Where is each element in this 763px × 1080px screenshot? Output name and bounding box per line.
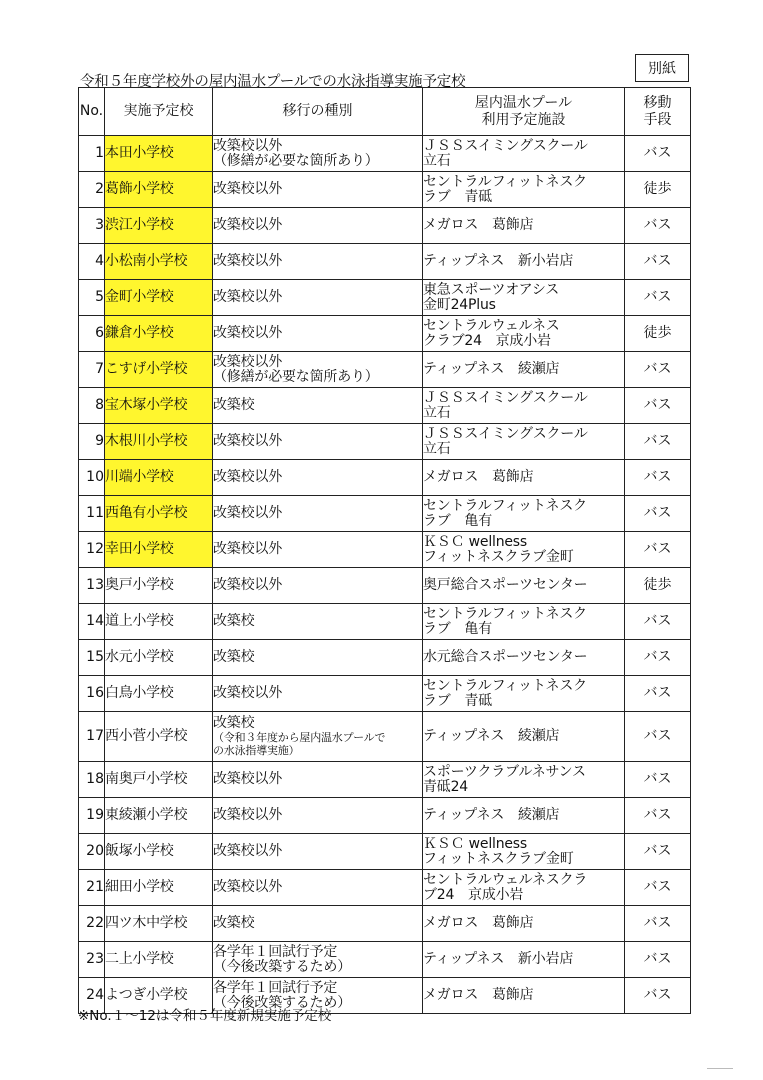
- header-facility: [423, 88, 625, 136]
- pool-facility: [423, 870, 625, 906]
- transport-method: バス: [625, 676, 691, 712]
- transition-type-main: 改築校以外: [213, 843, 282, 859]
- transition-type-main: 改築校以外: [213, 353, 282, 370]
- pool-facility-line1: ＫＳＣ wellness: [423, 533, 527, 550]
- transition-type-main: 改築校以外: [213, 137, 282, 154]
- transition-type: [213, 280, 423, 316]
- transition-type-main: 改築校: [213, 397, 255, 413]
- header-move-line1: 移動: [643, 94, 672, 111]
- school-name: 木根川小学校: [105, 424, 213, 460]
- pool-facility: [423, 244, 625, 280]
- transition-type: [213, 208, 423, 244]
- table-row: [79, 280, 691, 316]
- school-name: 葛飾小学校: [105, 172, 213, 208]
- table-row: [79, 208, 691, 244]
- pool-facility: [423, 388, 625, 424]
- row-number: 8: [79, 388, 105, 424]
- pool-facility: [423, 208, 625, 244]
- transition-type: [213, 906, 423, 942]
- transition-type: [213, 568, 423, 604]
- transport-method: 徒歩: [625, 316, 691, 352]
- pool-facility-line1: メガロス 葛飾店: [423, 987, 534, 1003]
- transport-method: 徒歩: [625, 568, 691, 604]
- header-facility-line2: 利用予定施設: [481, 111, 566, 128]
- table-row: [79, 460, 691, 496]
- transport-method: バス: [625, 352, 691, 388]
- header-facility-line1: 屋内温水プール: [474, 94, 573, 111]
- transition-type: [213, 172, 423, 208]
- transition-type-main: 改築校: [213, 915, 255, 931]
- row-number: 20: [79, 834, 105, 870]
- table-row: [79, 640, 691, 676]
- pool-facility-line2: フィットネスクラブ金町: [423, 850, 574, 867]
- school-name: 金町小学校: [105, 280, 213, 316]
- header-move: [625, 88, 691, 136]
- transport-method: バス: [625, 460, 691, 496]
- transition-type-main: 改築校以外: [213, 469, 282, 485]
- pool-facility: [423, 280, 625, 316]
- transport-method: バス: [625, 978, 691, 1014]
- pool-facility-line2: 立石: [423, 152, 451, 169]
- attachment-label: 別紙: [635, 54, 689, 82]
- transition-type: [213, 388, 423, 424]
- header-no: No.: [79, 88, 105, 136]
- pool-facility-line2: 金町24Plus: [423, 296, 496, 313]
- transition-type-main: 改築校以外: [213, 181, 282, 197]
- school-name: 小松南小学校: [105, 244, 213, 280]
- header-type: 移行の種別: [213, 88, 423, 136]
- row-number: 23: [79, 942, 105, 978]
- transition-type-main: 改築校以外: [213, 541, 282, 557]
- transition-type-main: 改築校以外: [213, 879, 282, 895]
- row-number: 18: [79, 762, 105, 798]
- pool-facility: [423, 496, 625, 532]
- school-name: 川端小学校: [105, 460, 213, 496]
- transition-type: [213, 712, 423, 762]
- pool-facility-line1: セントラルフィットネスク: [423, 497, 587, 514]
- pool-facility-line2: 立石: [423, 404, 451, 421]
- header-move-line2: 手段: [643, 111, 672, 128]
- transition-type-note: （今後改築するため）: [213, 994, 351, 1011]
- transition-type-main: 各学年１回試行予定: [213, 979, 338, 996]
- table-row: [79, 834, 691, 870]
- pool-facility-line1: ＪＳＳスイミングスクール: [423, 137, 588, 154]
- pool-facility-line2: ラブ 青砥: [423, 188, 492, 205]
- transition-type-main: 改築校以外: [213, 325, 282, 341]
- school-name: 水元小学校: [105, 640, 213, 676]
- pool-facility: [423, 798, 625, 834]
- transport-method: 徒歩: [625, 172, 691, 208]
- pool-facility: [423, 906, 625, 942]
- row-number: 1: [79, 136, 105, 172]
- pool-facility: [423, 762, 625, 798]
- transition-type: [213, 942, 423, 978]
- school-name: 細田小学校: [105, 870, 213, 906]
- pool-facility-line1: ティップネス 綾瀬店: [423, 728, 560, 744]
- pool-facility-line1: セントラルフィットネスク: [423, 173, 587, 190]
- transition-type-main: 改築校: [213, 613, 255, 629]
- pool-facility: [423, 712, 625, 762]
- transport-method: バス: [625, 834, 691, 870]
- row-number: 7: [79, 352, 105, 388]
- school-name: こすげ小学校: [105, 352, 213, 388]
- table-row: [79, 568, 691, 604]
- footnote: ※No.１～12は令和５年度新規実施予定校: [78, 1008, 332, 1024]
- pool-facility: [423, 640, 625, 676]
- school-name: 道上小学校: [105, 604, 213, 640]
- scan-mark: [707, 1068, 733, 1069]
- row-number: 13: [79, 568, 105, 604]
- school-name: 東綾瀬小学校: [105, 798, 213, 834]
- transition-type-main: 改築校以外: [213, 433, 282, 449]
- pool-facility-line2: ブ24 京成小岩: [423, 886, 524, 903]
- row-number: 6: [79, 316, 105, 352]
- transition-type-main: 改築校: [213, 715, 255, 731]
- transition-type-note: （修繕が必要な箇所あり）: [213, 368, 379, 385]
- transition-type-main: 改築校以外: [213, 505, 282, 521]
- transport-method: バス: [625, 388, 691, 424]
- pool-facility: [423, 172, 625, 208]
- transition-type-main: 改築校以外: [213, 253, 282, 269]
- school-name: 南奥戸小学校: [105, 762, 213, 798]
- transport-method: バス: [625, 640, 691, 676]
- pool-facility-line1: 奥戸総合スポーツセンター: [423, 577, 588, 593]
- row-number: 17: [79, 712, 105, 762]
- table-row: [79, 388, 691, 424]
- row-number: 22: [79, 906, 105, 942]
- pool-facility: [423, 942, 625, 978]
- transport-method: バス: [625, 712, 691, 762]
- row-number: 14: [79, 604, 105, 640]
- table-row: [79, 604, 691, 640]
- transition-type-main: 改築校以外: [213, 289, 282, 305]
- pool-facility-line1: メガロス 葛飾店: [423, 469, 534, 485]
- transition-type-main: 各学年１回試行予定: [213, 943, 338, 960]
- transition-type: [213, 496, 423, 532]
- table-row: [79, 906, 691, 942]
- table-row: [79, 424, 691, 460]
- pool-facility: [423, 532, 625, 568]
- transport-method: バス: [625, 870, 691, 906]
- pool-facility-line1: ティップネス 新小岩店: [423, 951, 574, 967]
- transition-type-main: 改築校以外: [213, 217, 282, 233]
- transition-type: [213, 798, 423, 834]
- pool-facility: [423, 604, 625, 640]
- row-number: 12: [79, 532, 105, 568]
- table-body: [79, 136, 691, 1014]
- transition-type-note: （今後改築するため）: [213, 958, 351, 975]
- transport-method: バス: [625, 762, 691, 798]
- table-row: [79, 676, 691, 712]
- table-row: [79, 172, 691, 208]
- pool-facility-line1: セントラルフィットネスク: [423, 605, 587, 622]
- header-school: 実施予定校: [105, 88, 213, 136]
- school-name: 本田小学校: [105, 136, 213, 172]
- pool-facility-line1: セントラルウェルネスクラ: [423, 871, 588, 888]
- row-number: 15: [79, 640, 105, 676]
- transition-type: [213, 532, 423, 568]
- transport-method: バス: [625, 280, 691, 316]
- pool-facility: [423, 460, 625, 496]
- transition-type: [213, 352, 423, 388]
- transition-type: [213, 640, 423, 676]
- table-row: [79, 352, 691, 388]
- transition-type: [213, 460, 423, 496]
- school-name: 宝木塚小学校: [105, 388, 213, 424]
- pool-facility: [423, 352, 625, 388]
- pool-facility: [423, 568, 625, 604]
- transition-type: [213, 762, 423, 798]
- transition-type: [213, 870, 423, 906]
- pool-facility-line1: ティップネス 綾瀬店: [423, 361, 560, 377]
- table-row: [79, 798, 691, 834]
- school-name: 幸田小学校: [105, 532, 213, 568]
- pool-facility-line2: ラブ 亀有: [423, 512, 492, 529]
- pool-facility: [423, 316, 625, 352]
- transition-type-main: 改築校: [213, 649, 255, 665]
- transport-method: バス: [625, 906, 691, 942]
- row-number: 5: [79, 280, 105, 316]
- row-number: 3: [79, 208, 105, 244]
- transport-method: バス: [625, 942, 691, 978]
- transition-type-main: 改築校以外: [213, 577, 282, 593]
- pool-facility-line1: ティップネス 新小岩店: [423, 253, 574, 269]
- pool-facility-line1: メガロス 葛飾店: [423, 915, 534, 931]
- table-row: [79, 496, 691, 532]
- school-name: 白鳥小学校: [105, 676, 213, 712]
- pool-facility-line2: ラブ 亀有: [423, 620, 492, 637]
- pool-facility-line1: メガロス 葛飾店: [423, 217, 534, 233]
- transition-type: [213, 316, 423, 352]
- row-number: 4: [79, 244, 105, 280]
- transport-method: バス: [625, 798, 691, 834]
- pool-facility-line2: 立石: [423, 440, 451, 457]
- transition-type-note: （令和３年度から屋内温水プールで: [213, 731, 386, 744]
- pool-facility: [423, 834, 625, 870]
- table-row: [79, 942, 691, 978]
- transport-method: バス: [625, 136, 691, 172]
- school-name: よつぎ小学校: [105, 978, 213, 1014]
- pool-facility-line1: 東急スポーツオアシス: [423, 281, 560, 298]
- transport-method: バス: [625, 424, 691, 460]
- school-name: 四ツ木中学校: [105, 906, 213, 942]
- table-row: [79, 712, 691, 762]
- transport-method: バス: [625, 208, 691, 244]
- transport-method: バス: [625, 496, 691, 532]
- pool-facility-line1: ＪＳＳスイミングスクール: [423, 389, 588, 406]
- school-name: 二上小学校: [105, 942, 213, 978]
- table-row: [79, 244, 691, 280]
- transition-type-main: 改築校以外: [213, 807, 282, 823]
- table-row: [79, 870, 691, 906]
- transition-type: [213, 676, 423, 712]
- row-number: 2: [79, 172, 105, 208]
- schools-table: [78, 87, 691, 1014]
- transition-type-note: （修繕が必要な箇所あり）: [213, 152, 379, 169]
- pool-facility-line2: 青砥24: [423, 778, 469, 795]
- transition-type: [213, 136, 423, 172]
- pool-facility: [423, 424, 625, 460]
- pool-facility-line1: セントラルウェルネス: [423, 317, 560, 334]
- transport-method: バス: [625, 532, 691, 568]
- transition-type: [213, 604, 423, 640]
- pool-facility-line1: 水元総合スポーツセンター: [423, 649, 588, 665]
- transition-type-main: 改築校以外: [213, 771, 282, 787]
- table-row: [79, 316, 691, 352]
- table-row: [79, 136, 691, 172]
- school-name: 鎌倉小学校: [105, 316, 213, 352]
- transition-type: [213, 244, 423, 280]
- pool-facility: [423, 676, 625, 712]
- pool-facility-line1: スポーツクラブルネサンス: [423, 763, 586, 780]
- school-name: 西亀有小学校: [105, 496, 213, 532]
- pool-facility-line2: ラブ 青砥: [423, 692, 492, 709]
- transition-type-note-cont: の水泳指導実施）: [213, 744, 300, 757]
- transition-type: [213, 834, 423, 870]
- row-number: 9: [79, 424, 105, 460]
- pool-facility-line1: ＪＳＳスイミングスクール: [423, 425, 588, 442]
- row-number: 10: [79, 460, 105, 496]
- school-name: 奥戸小学校: [105, 568, 213, 604]
- school-name: 飯塚小学校: [105, 834, 213, 870]
- row-number: 24: [79, 978, 105, 1014]
- pool-facility-line1: セントラルフィットネスク: [423, 677, 587, 694]
- pool-facility: [423, 136, 625, 172]
- table-row: [79, 762, 691, 798]
- row-number: 19: [79, 798, 105, 834]
- transport-method: バス: [625, 244, 691, 280]
- pool-facility-line2: フィットネスクラブ金町: [423, 548, 574, 565]
- transition-type-main: 改築校以外: [213, 685, 282, 701]
- table-header-row: [79, 88, 691, 136]
- row-number: 11: [79, 496, 105, 532]
- pool-facility-line1: ＫＳＣ wellness: [423, 835, 527, 852]
- table-row: [79, 532, 691, 568]
- school-name: 西小菅小学校: [105, 712, 213, 762]
- transition-type: [213, 424, 423, 460]
- row-number: 21: [79, 870, 105, 906]
- row-number: 16: [79, 676, 105, 712]
- transport-method: バス: [625, 604, 691, 640]
- pool-facility-line1: ティップネス 綾瀬店: [423, 807, 560, 823]
- document-title: 令和５年度学校外の屋内温水プールでの水泳指導実施予定校: [80, 74, 466, 90]
- pool-facility: [423, 978, 625, 1014]
- pool-facility-line2: クラブ24 京成小岩: [423, 332, 551, 349]
- school-name: 渋江小学校: [105, 208, 213, 244]
